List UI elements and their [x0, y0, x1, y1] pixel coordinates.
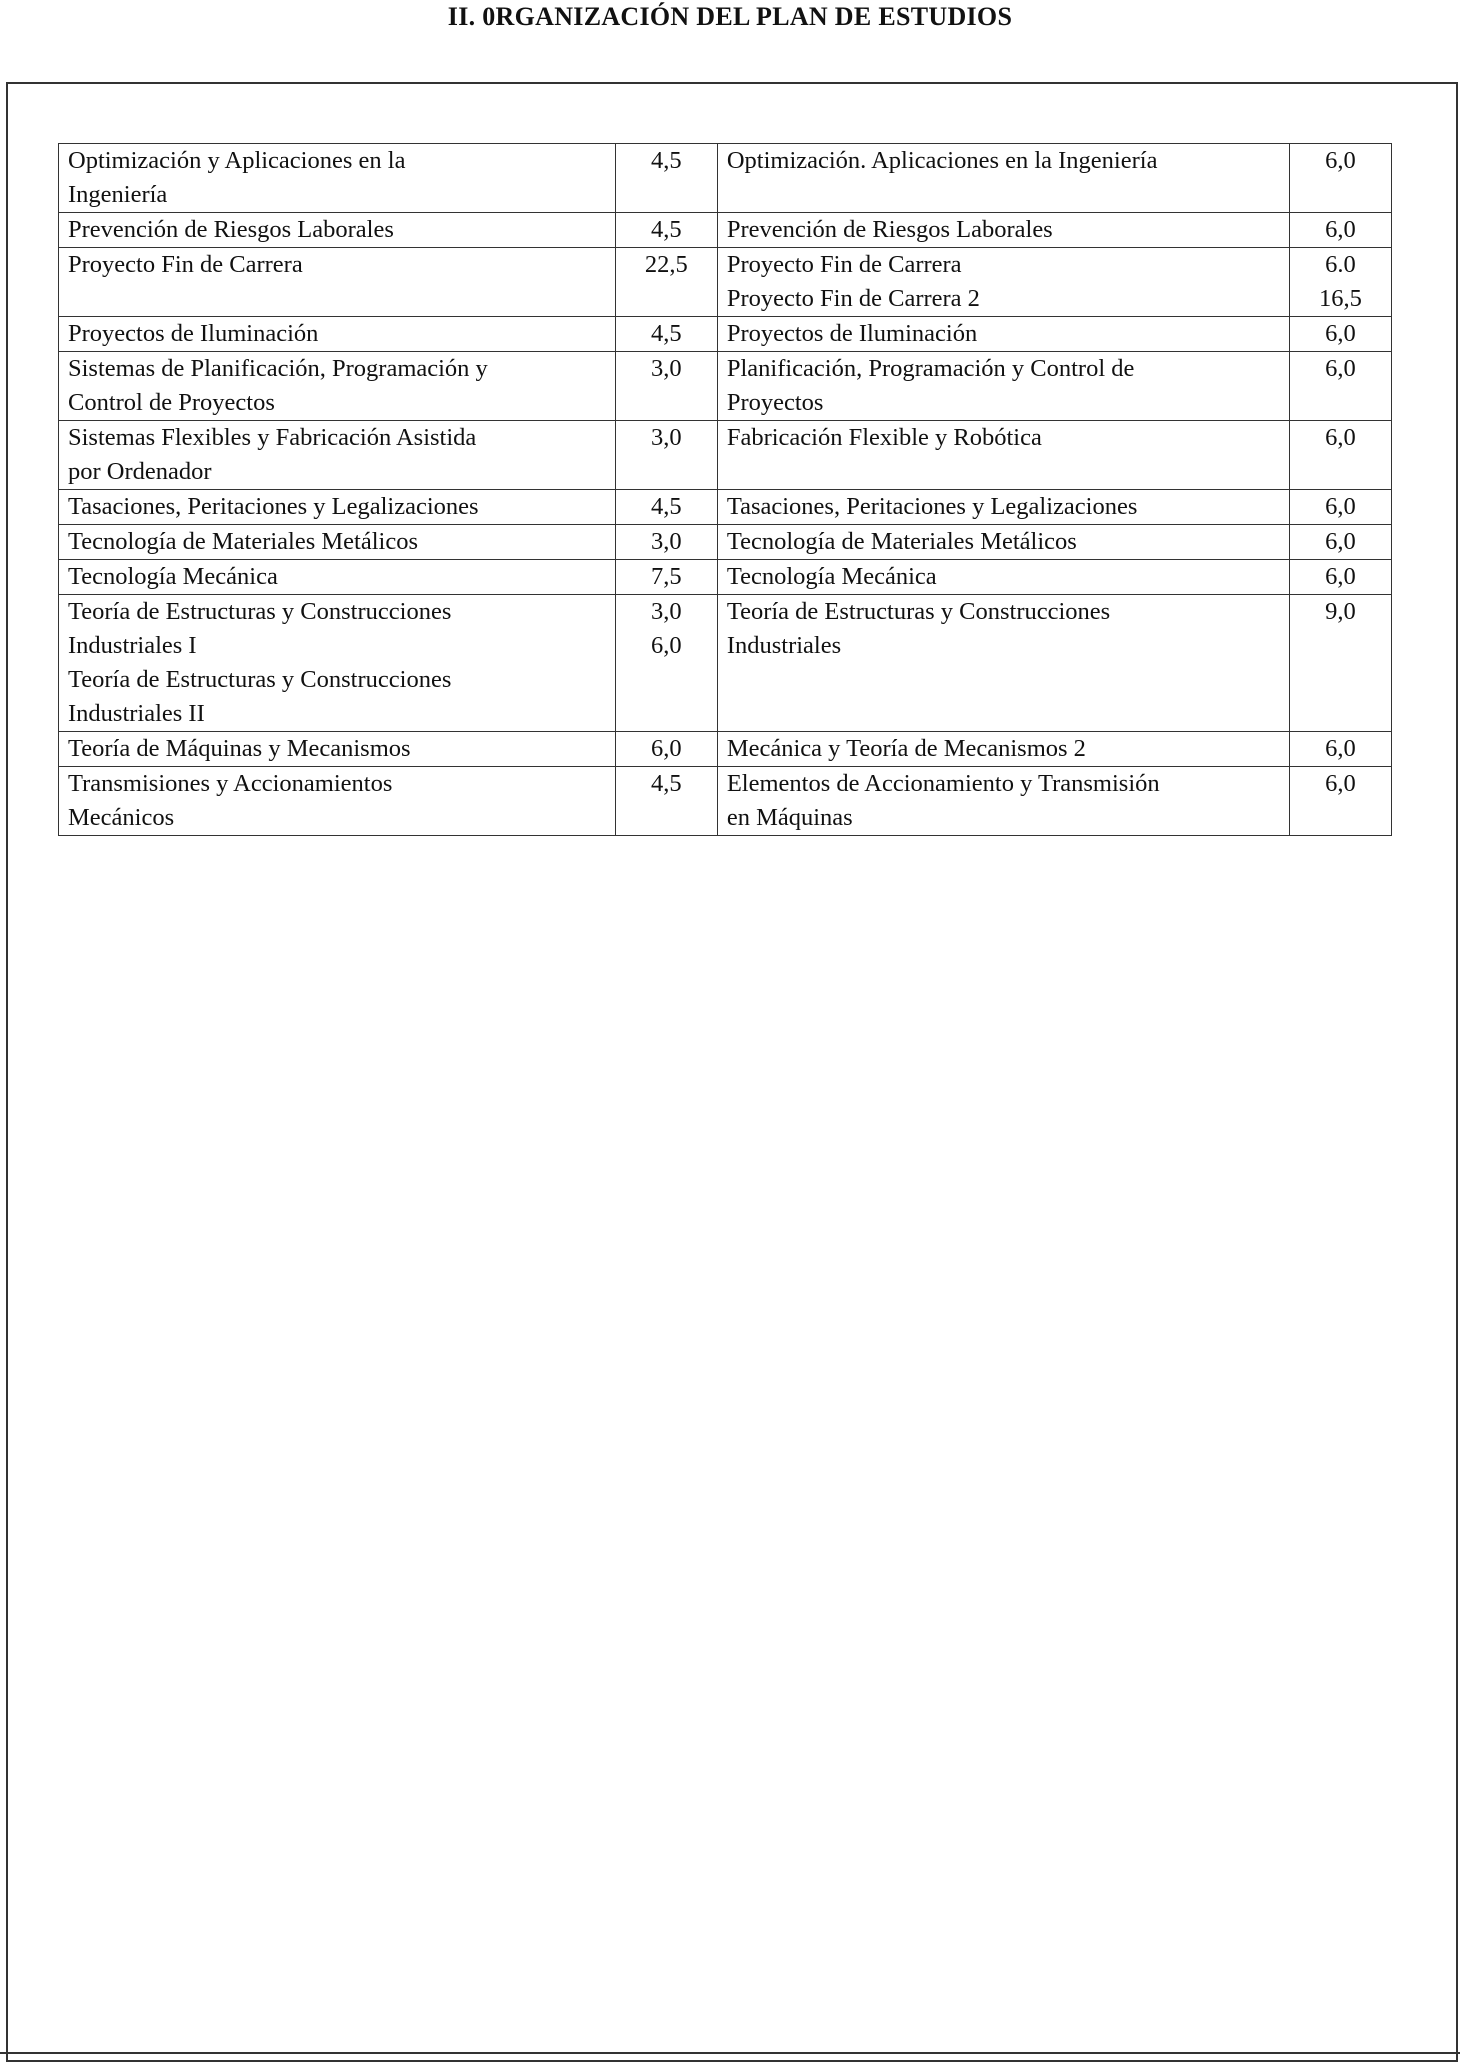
old-subject-cell: [59, 560, 616, 595]
new-credits-cell: [1289, 317, 1391, 352]
table-row: [59, 248, 1392, 317]
old-subject-cell: [59, 144, 616, 213]
table-body: [59, 144, 1392, 836]
subject-line: Tecnología Mecánica: [68, 563, 278, 590]
credits-value: 6,0: [1325, 320, 1356, 347]
new-subject-cell: [717, 767, 1289, 836]
old-credits-cell: [615, 490, 717, 525]
subject-line: Sistemas de Planificación, Programación y: [68, 355, 488, 382]
subject-line: Teoría de Máquinas y Mecanismos: [68, 735, 411, 762]
credits-value: 6,0: [650, 632, 682, 659]
old-subject-cell: [59, 767, 616, 836]
table-row: [59, 560, 1392, 595]
subject-line: Teoría de Estructuras y Construcciones: [68, 666, 452, 693]
credits-value: 6.0: [1325, 251, 1356, 278]
page-title: II. 0RGANIZACIÓN DEL PLAN DE ESTUDIOS: [447, 2, 1013, 31]
new-credits-cell: [1289, 732, 1391, 767]
new-credits-cell: [1289, 248, 1391, 317]
subject-line: Elementos de Accionamiento y Transmisión: [726, 770, 1160, 797]
credits-value: 6,0: [1325, 493, 1356, 520]
subject-line: Tecnología Mecánica: [726, 563, 937, 590]
table-row: [59, 595, 1392, 732]
new-credits-cell: [1289, 595, 1391, 732]
credits-value: 16,5: [1318, 285, 1362, 312]
subject-line: Industriales I: [68, 632, 197, 659]
credits-value: 4,5: [650, 320, 682, 347]
subject-line: Tecnología de Materiales Metálicos: [726, 528, 1077, 555]
subject-line: Industriales: [726, 632, 842, 659]
subject-line: Industriales II: [68, 700, 205, 727]
new-subject-cell: [717, 732, 1289, 767]
subject-line: Teoría de Estructuras y Construcciones: [68, 598, 452, 625]
credits-value: 3,0: [650, 424, 682, 451]
old-subject-cell: [59, 352, 616, 421]
new-subject-cell: [717, 490, 1289, 525]
subject-line: por Ordenador: [68, 458, 212, 485]
subject-line: Mecánica y Teoría de Mecanismos 2: [726, 735, 1086, 762]
subject-line: Teoría de Estructuras y Construcciones: [726, 598, 1111, 625]
subject-line: Control de Proyectos: [68, 389, 275, 416]
old-credits-cell: [615, 767, 717, 836]
new-subject-cell: [717, 560, 1289, 595]
old-credits-cell: [615, 317, 717, 352]
new-subject-cell: [717, 595, 1289, 732]
old-credits-cell: [615, 144, 717, 213]
credits-value: 7,5: [650, 563, 682, 590]
table-row: [59, 144, 1392, 213]
equivalence-table: [58, 143, 1392, 836]
credits-value: 3,0: [650, 355, 682, 382]
credits-value: 6,0: [1325, 563, 1356, 590]
subject-line: Proyectos de Iluminación: [726, 320, 978, 347]
credits-value: 4,5: [650, 216, 682, 243]
credits-value: 6,0: [1325, 528, 1356, 555]
subject-line: Prevención de Riesgos Laborales: [726, 216, 1053, 243]
new-credits-cell: [1289, 213, 1391, 248]
new-subject-cell: [717, 144, 1289, 213]
table-row: [59, 213, 1392, 248]
new-credits-cell: [1289, 525, 1391, 560]
credits-value: 4,5: [650, 147, 682, 174]
old-credits-cell: [615, 213, 717, 248]
old-subject-cell: [59, 525, 616, 560]
subject-line: Tecnología de Materiales Metálicos: [68, 528, 418, 555]
old-credits-cell: [615, 421, 717, 490]
new-subject-cell: [717, 352, 1289, 421]
new-credits-cell: [1289, 490, 1391, 525]
old-subject-cell: [59, 317, 616, 352]
credits-value: 6,0: [1325, 424, 1356, 451]
old-credits-cell: [615, 732, 717, 767]
new-credits-cell: [1289, 421, 1391, 490]
table-row: [59, 525, 1392, 560]
subject-line: Proyecto Fin de Carrera: [68, 251, 303, 278]
old-credits-cell: [615, 248, 717, 317]
new-subject-cell: [717, 421, 1289, 490]
table-row: [59, 421, 1392, 490]
table-row: [59, 490, 1392, 525]
credits-value: 3,0: [650, 528, 682, 555]
old-subject-cell: [59, 421, 616, 490]
credits-value: 9,0: [1325, 598, 1356, 625]
subject-line: Mecánicos: [68, 804, 175, 831]
subject-line: Optimización y Aplicaciones en la: [68, 147, 406, 174]
new-credits-cell: [1289, 144, 1391, 213]
old-subject-cell: [59, 732, 616, 767]
old-subject-cell: [59, 213, 616, 248]
credits-value: 4,5: [650, 770, 682, 797]
old-subject-cell: [59, 595, 616, 732]
old-subject-cell: [59, 248, 616, 317]
credits-value: 3,0: [650, 598, 682, 625]
subject-line: Optimización. Aplicaciones en la Ingeniería: [726, 147, 1158, 174]
new-credits-cell: [1289, 352, 1391, 421]
subject-line: Sistemas Flexibles y Fabricación Asistida: [68, 424, 477, 451]
subject-line: Proyecto Fin de Carrera 2: [726, 285, 980, 312]
credits-value: 4,5: [650, 493, 682, 520]
old-credits-cell: [615, 525, 717, 560]
new-subject-cell: [717, 317, 1289, 352]
subject-line: Tasaciones, Peritaciones y Legalizaciones: [726, 493, 1138, 520]
old-credits-cell: [615, 560, 717, 595]
credits-value: 6,0: [1325, 735, 1356, 762]
subject-line: Proyectos: [726, 389, 824, 416]
subject-line: Proyecto Fin de Carrera: [726, 251, 962, 278]
credits-value: 6,0: [1325, 216, 1356, 243]
new-credits-cell: [1289, 767, 1391, 836]
subject-line: Ingeniería: [68, 181, 168, 208]
table-row: [59, 352, 1392, 421]
new-credits-cell: [1289, 560, 1391, 595]
credits-value: 22,5: [644, 251, 688, 278]
old-credits-cell: [615, 352, 717, 421]
table-row: [59, 317, 1392, 352]
table-row: [59, 732, 1392, 767]
subject-line: Transmisiones y Accionamientos: [68, 770, 393, 797]
subject-line: Planificación, Programación y Control de: [726, 355, 1135, 382]
credits-value: 6,0: [1325, 770, 1356, 797]
footer-rule: [0, 2052, 1460, 2054]
new-subject-cell: [717, 248, 1289, 317]
subject-line: Tasaciones, Peritaciones y Legalizaciones: [68, 493, 479, 520]
credits-value: 6,0: [650, 735, 682, 762]
new-subject-cell: [717, 525, 1289, 560]
old-subject-cell: [59, 490, 616, 525]
subject-line: Fabricación Flexible y Robótica: [726, 424, 1042, 451]
table-row: [59, 767, 1392, 836]
credits-value: 6,0: [1325, 147, 1356, 174]
old-credits-cell: [615, 595, 717, 732]
credits-value: 6,0: [1325, 355, 1356, 382]
subject-line: Proyectos de Iluminación: [68, 320, 319, 347]
subject-line: en Máquinas: [726, 804, 853, 831]
new-subject-cell: [717, 213, 1289, 248]
subject-line: Prevención de Riesgos Laborales: [68, 216, 394, 243]
